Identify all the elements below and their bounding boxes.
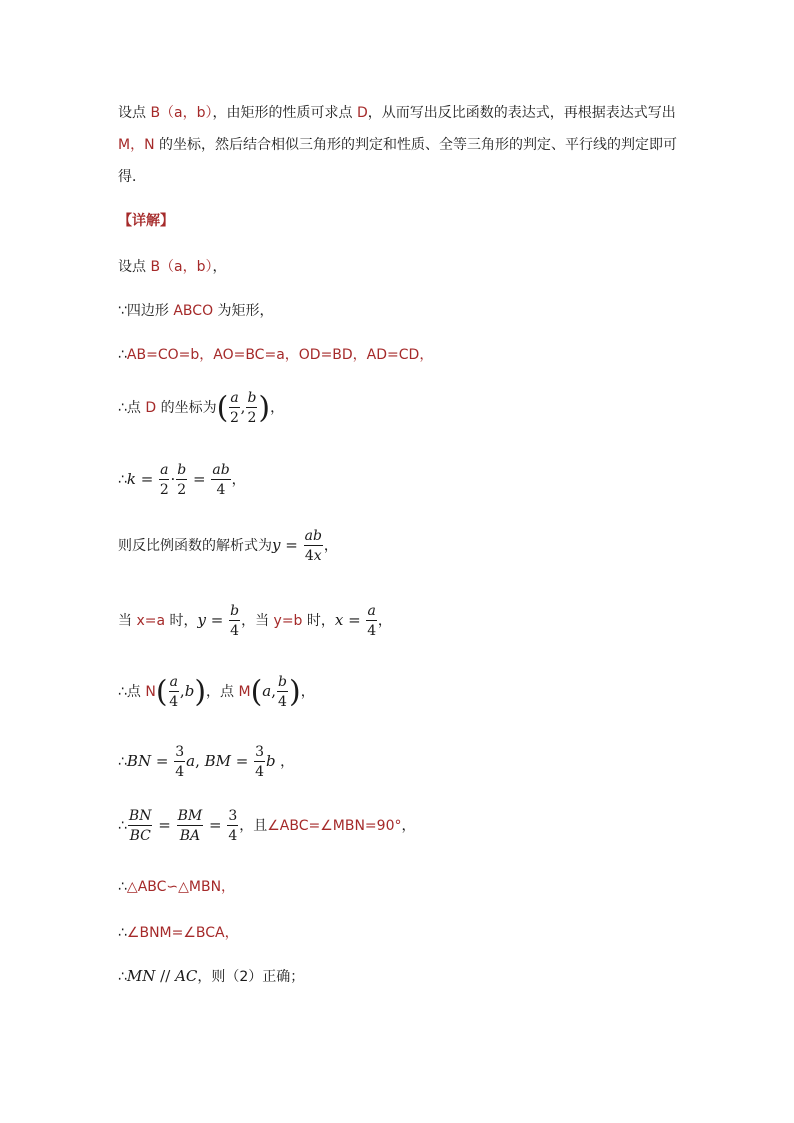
ratio-formula: $\frac{BN}{BC}$ = $\frac{BM}{BA}$ = $\frac{3}{4}$: [128, 808, 238, 844]
intro-line-2: M，N 的坐标，然后结合相似三角形的判定和性质、全等三角形的判定、平行线的判定即可: [118, 137, 678, 153]
step-7: 当 x=a 时，y = $\frac{b}{4}$ ，当 y=b 时，x = $\frac{a}{4}$ ，: [118, 603, 392, 639]
step-11: ∴△ABC∽△MBN，: [118, 879, 236, 895]
intro-line-1: 设点 B（a，b），由矩形的性质可求点 D，从而写出反比函数的表达式，再根据表达式写出: [118, 105, 676, 121]
x-formula: x = $\frac{a}{4}$: [334, 603, 377, 639]
step-5: ∴k = $\frac{a}{2}$ · $\frac{b}{2}$ = $\frac{ab}{4}$ ，: [118, 462, 246, 498]
section-title: 【详解】: [118, 213, 174, 229]
step-1: 设点 B（a，b），: [118, 259, 227, 275]
function-formula: y = $\frac{ab}{4x}$: [272, 528, 322, 564]
step-4: ∴点 D 的坐标为( $\frac{a}{2}$ , $\frac{b}{2}$ )，: [118, 390, 285, 426]
step-9: ∴BN = $\frac{3}{4}$ a, BM = $\frac{3}{4}$ b ，: [118, 744, 295, 780]
coordinate-m: (a, $\frac{b}{4}$ ): [250, 674, 301, 710]
coordinate-d: ( $\frac{a}{2}$ , $\frac{b}{2}$ ): [216, 390, 271, 426]
step-10: ∴ $\frac{BN}{BC}$ = $\frac{BM}{BA}$ = $\frac{3}{4}$ ，且∠ABC=∠MBN=90°，: [118, 808, 416, 844]
step-2: ∵四边形 ABCO 为矩形，: [118, 303, 274, 319]
y-formula: y = $\frac{b}{4}$: [197, 603, 240, 639]
step-6: 则反比例函数的解析式为y = $\frac{ab}{4x}$ ，: [118, 528, 338, 564]
step-13: ∴MN // AC，则（2）正确；: [118, 967, 305, 985]
step-12: ∴∠BNM=∠BCA，: [118, 925, 239, 941]
bn-bm-formula: BN = $\frac{3}{4}$ a, BM = $\frac{3}{4}$ b: [126, 744, 276, 780]
step-8: ∴点 N( $\frac{a}{4}$ ,b)，点 M(a, $\frac{b}{4}$ )，: [118, 674, 315, 710]
step-3: ∴AB=CO=b，AO=BC=a，OD=BD，AD=CD，: [118, 347, 434, 363]
k-formula: k = $\frac{a}{2}$ · $\frac{b}{2}$ = $\frac{ab}{4}$: [126, 462, 230, 498]
intro-line-3: 得．: [118, 169, 146, 185]
coordinate-n: ( $\frac{a}{4}$ ,b): [155, 674, 207, 710]
